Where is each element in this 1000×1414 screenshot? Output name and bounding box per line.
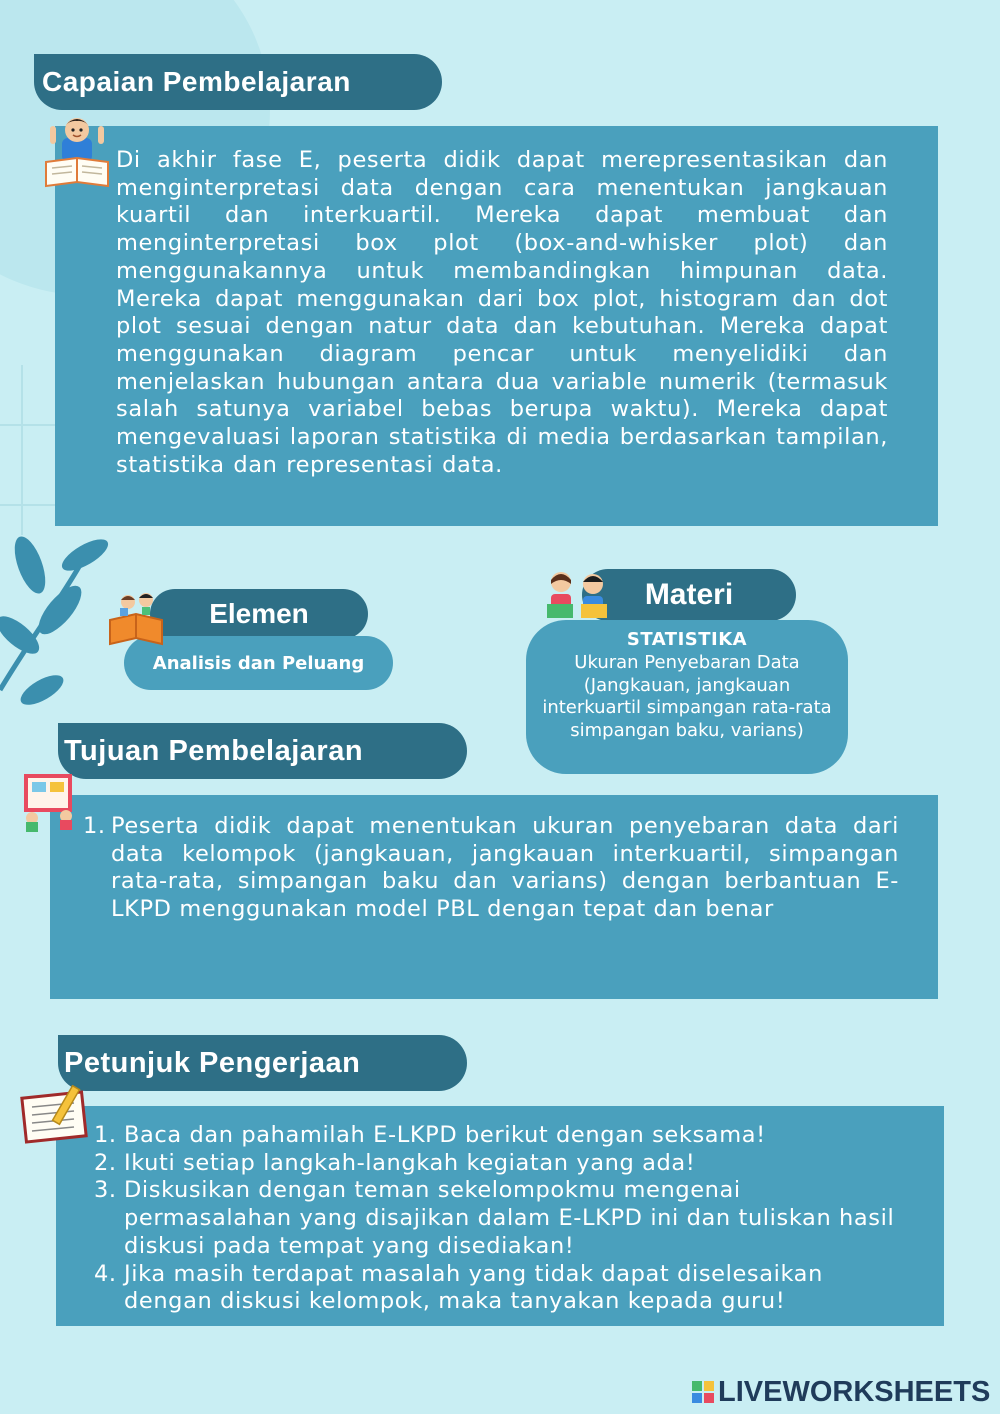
boy-reading-book-icon bbox=[44, 112, 110, 188]
materi-title: Materi bbox=[644, 578, 734, 611]
petunjuk-item-2 bbox=[94, 1150, 909, 1178]
list-number: 1. bbox=[83, 813, 106, 839]
capaian-title: Capaian Pembelajaran bbox=[42, 66, 351, 97]
tujuan-item-1 bbox=[83, 813, 899, 924]
materi-body: Ukuran Penyebaran Data (Jangkauan, jangkauan interkuartil simpangan rata-rata simpangan baku, varians) bbox=[542, 652, 832, 741]
kids-reading-icon bbox=[545, 570, 611, 622]
elemen-value: Analisis dan Peluang bbox=[152, 652, 365, 674]
list-number: 4. bbox=[94, 1260, 117, 1287]
tujuan-title-pill bbox=[58, 723, 467, 779]
liveworksheets-brand: LIVEWORKSHEETS bbox=[718, 1376, 991, 1408]
petunjuk-title: Petunjuk Pengerjaan bbox=[64, 1046, 361, 1079]
liveworksheets-logo-icon bbox=[692, 1381, 716, 1405]
elemen-title: Elemen bbox=[209, 598, 309, 629]
materi-title-pill bbox=[582, 569, 796, 621]
list-number: 2. bbox=[94, 1149, 117, 1176]
tujuan-title: Tujuan Pembelajaran bbox=[64, 734, 364, 767]
petunjuk-item-4 bbox=[94, 1261, 909, 1316]
list-text: Jika masih terdapat masalah yang tidak dapat diselesaikan dengan diskusi kelompok, maka tanyakan kepada guru! bbox=[124, 1260, 823, 1315]
petunjuk-panel bbox=[56, 1106, 944, 1326]
petunjuk-item-3 bbox=[94, 1177, 909, 1260]
capaian-title-pill bbox=[34, 54, 442, 110]
tujuan-panel bbox=[50, 795, 938, 999]
list-text: Baca dan pahamilah E-LKPD berikut dengan seksama! bbox=[124, 1122, 766, 1148]
capaian-panel bbox=[55, 126, 938, 526]
list-text: Diskusikan dengan teman sekelompokmu mengenai permasalahan yang disajikan dalam E-LKPD ini dan tuliskan hasil diskusi pada tempat yang disediakan! bbox=[124, 1177, 895, 1259]
list-text: Ikuti setiap langkah-langkah kegiatan yang ada! bbox=[124, 1149, 696, 1176]
list-number: 3. bbox=[94, 1177, 117, 1204]
open-book-kids-icon bbox=[106, 590, 166, 646]
petunjuk-item-1 bbox=[94, 1122, 909, 1150]
liveworksheets-logo bbox=[692, 1376, 990, 1409]
list-text: Peserta didik dapat menentukan ukuran penyebaran data dari data kelompok (jangkauan, jangkauan interkuartil, simpangan rata-rata, simpangan baku dan varians) dengan berbantuan E-LKPD menggunakan model PBL dengan tepat dan benar bbox=[111, 813, 899, 923]
tujuan-list bbox=[83, 813, 899, 924]
list-number: 1. bbox=[94, 1122, 117, 1148]
notebook-pencil-icon bbox=[20, 1085, 92, 1145]
materi-heading: STATISTIKA bbox=[626, 629, 748, 650]
capaian-body: Di akhir fase E, peserta didik dapat merepresentasikan dan menginterpretasi data dengan cara menentukan jangkauan kuartil dan interkuartil. Mereka dapat membuat dan menginterpretasi box plot (box-and-whisker plot) dan menggunakannya untuk membandingkan himpunan data. Mereka dapat menggunakan dari box plot, histogram dan dot plot sesuai dengan natur data dan kebutuhan. Mereka dapat menggunakan diagram pencar untuk menyelidiki dan menjelaskan hubungan antara dua variable numerik (termasuk salah satunya variabel bebas berupa waktu). Mereka dapat mengevaluasi laporan statistika di media berdasarkan tampilan, statistika dan representasi data. bbox=[116, 147, 888, 478]
materi-panel bbox=[526, 620, 848, 774]
elemen-title-pill bbox=[150, 589, 368, 639]
petunjuk-title-pill bbox=[58, 1035, 467, 1091]
petunjuk-list bbox=[94, 1122, 909, 1316]
kids-board-icon bbox=[20, 770, 76, 832]
